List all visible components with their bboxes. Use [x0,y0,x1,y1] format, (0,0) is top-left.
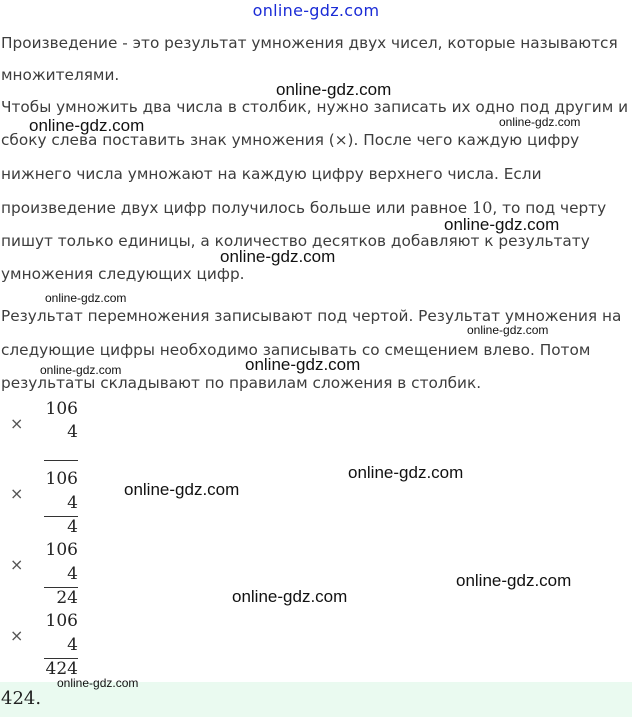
column-multiplication-step [0,610,100,682]
multiply-sign: × [10,626,24,645]
multiply-sign: × [10,414,24,433]
watermark: online-gdz.com [220,247,336,266]
paragraph-line: Чтобы умножить два числа в столбик, нужно записать их одно под другим и [1,98,629,116]
watermark: online-gdz.com [232,587,348,606]
multiplicand: 106 [45,611,78,631]
paragraph-line: Результат перемножения записывают под чертой. Результат умножения на [1,307,622,325]
multiplier: 4 [67,493,78,513]
paragraph-line: Произведение - это результат умножения двух чисел, которые называются [1,34,618,52]
result-line [44,460,78,461]
watermark: online-gdz.com [124,480,240,499]
paragraph-line: нижнего числа умножают на каждую цифру верхнего числа. Если [1,165,542,183]
paragraph-text: , то под черту [492,199,607,217]
column-multiplication-step [0,539,100,611]
watermark: online-gdz.com [40,363,122,377]
partial-result: 4 [67,517,78,537]
watermark: online-gdz.com [29,116,145,135]
multiplier: 4 [67,422,78,442]
paragraph-text: произведение двух цифр получилось больше или равное [1,199,473,217]
watermark: online-gdz.com [348,463,464,482]
multiplier: 4 [67,564,78,584]
paragraph-line: пишут только единицы, а количество десятков добавляют к результату [1,232,590,250]
multiplicand: 106 [45,540,78,560]
multiply-sign: × [10,555,24,574]
multiplicand: 106 [45,399,78,419]
multiply-sign: × [10,484,24,503]
paragraph-line: сбоку слева поставить знак умножения (×). После чего каждую цифру [1,131,580,149]
watermark: online-gdz.com [456,571,572,590]
site-title: online-gdz.com [252,1,380,20]
watermark: online-gdz.com [467,323,549,337]
partial-result: 24 [56,588,78,608]
column-multiplication-step [0,398,100,470]
paragraph-line: следующие цифры необходимо записывать со смещением влево. Потом [1,341,591,359]
column-multiplication-step [0,468,100,540]
answer-text: 424. [1,688,42,709]
watermark: online-gdz.com [276,80,392,99]
math-number: 10 [472,198,493,217]
multiplicand: 106 [45,469,78,489]
watermark: online-gdz.com [444,215,560,234]
paragraph-line: умножения следующих цифр. [1,265,245,283]
watermark: online-gdz.com [245,355,361,374]
partial-result: 424 [45,659,78,679]
paragraph-line: множителями. [1,66,120,84]
watermark: online-gdz.com [499,115,581,129]
multiplier: 4 [67,635,78,655]
paragraph-line: результаты складывают по правилам сложения в столбик. [1,374,482,392]
watermark: online-gdz.com [45,291,127,305]
watermark: online-gdz.com [57,676,139,690]
